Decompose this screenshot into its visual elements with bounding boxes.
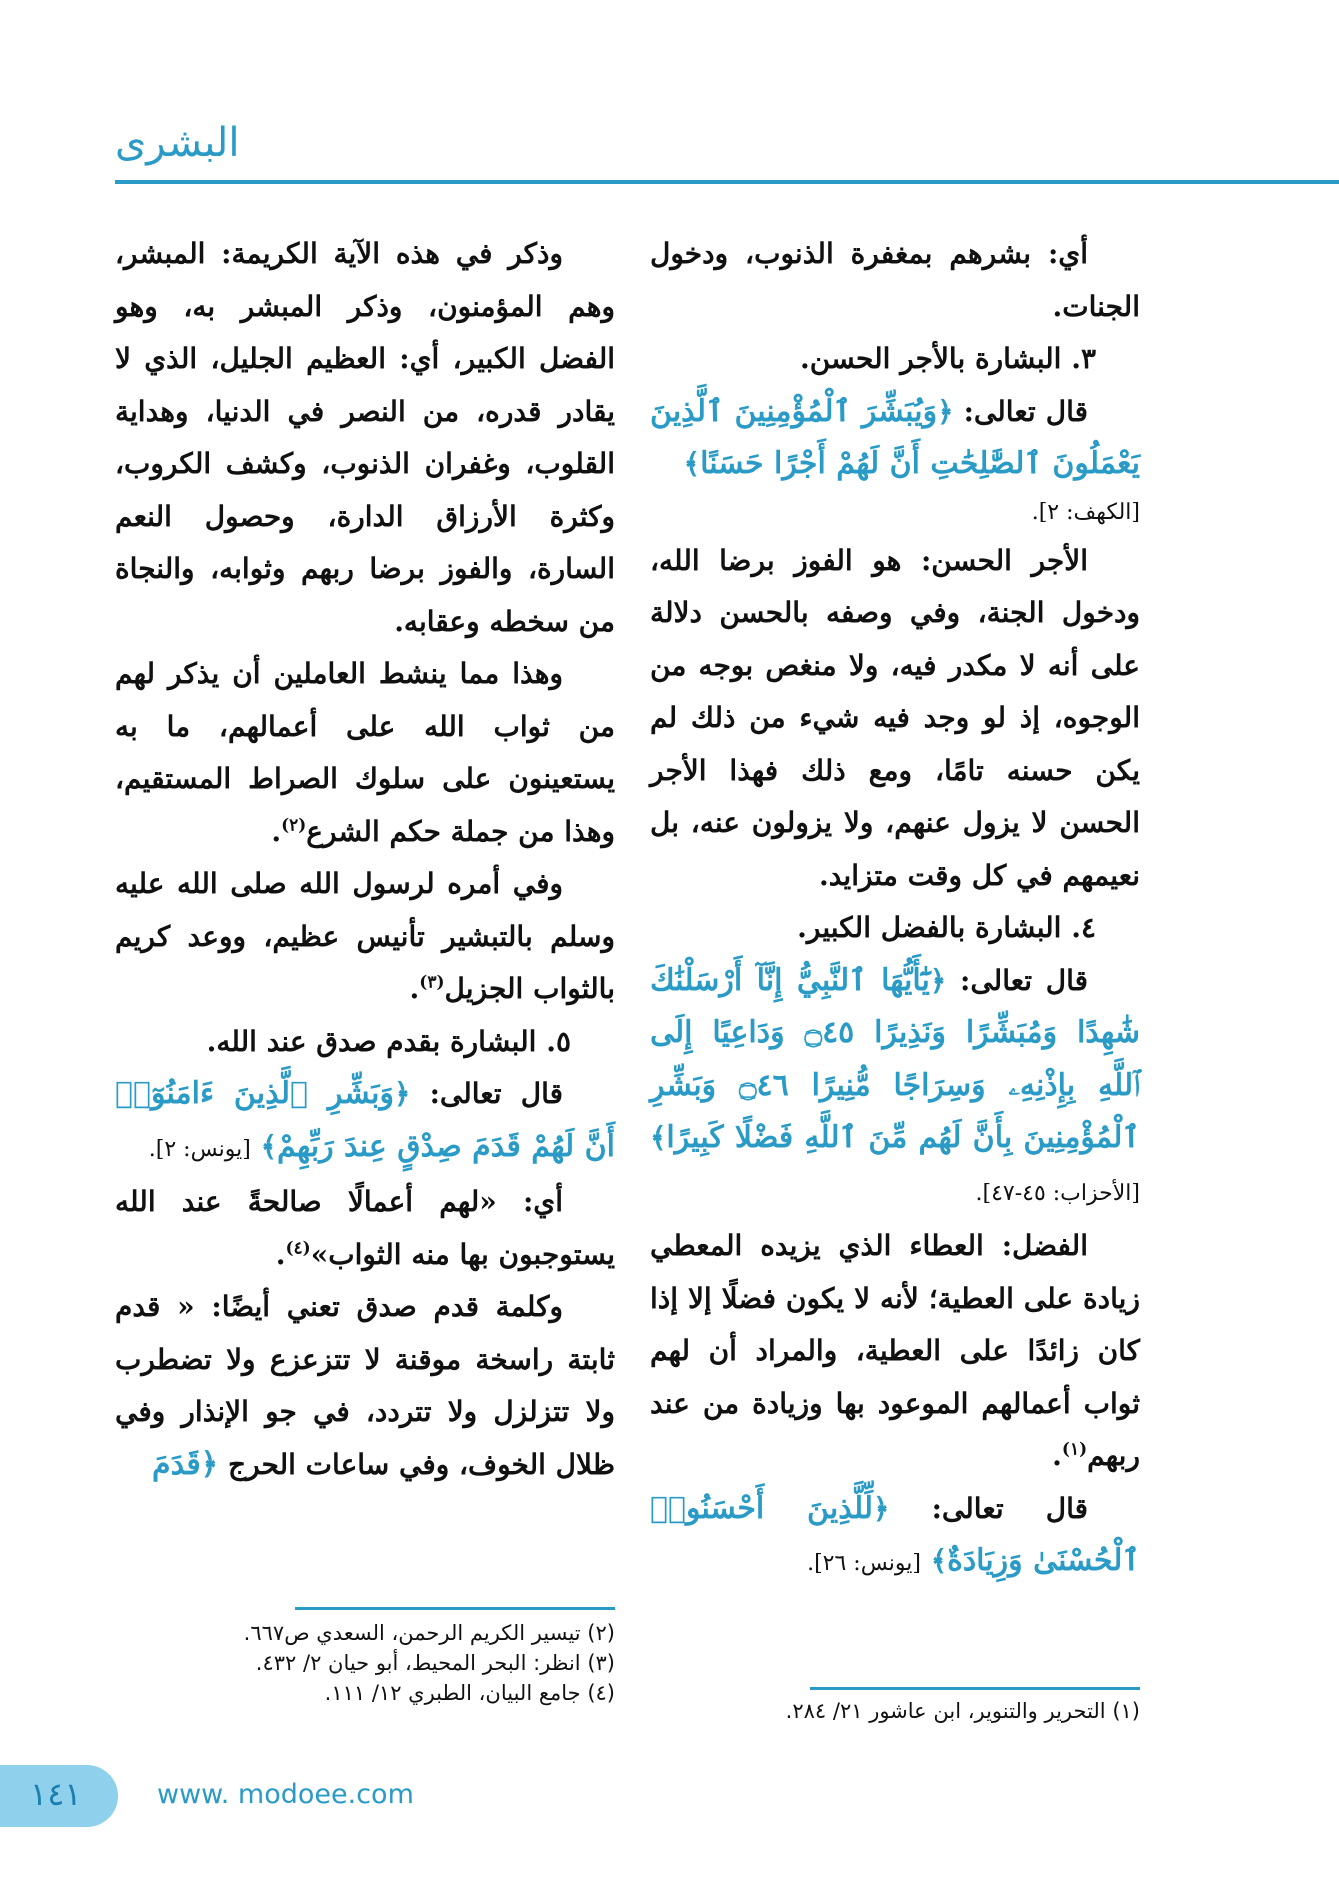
verse-reference: [الكهف: ٢]. <box>1031 499 1140 525</box>
paragraph-text: الفضل: العطاء الذي يزيده المعطي زيادة على العطية؛ لأنه لا يكون فضلًا إلا إذا كان زائدًا على العطية، والمراد أن لهم ثواب أعمالهم الموعود بها وزيادة من عند ربهم <box>650 1229 1140 1472</box>
ornate-bracket-open: ﴿ <box>394 1077 411 1110</box>
paragraph-end: . <box>409 972 420 1005</box>
footnotes-left <box>115 1618 615 1708</box>
verse-reference: [يونس: ٢]. <box>148 1136 251 1162</box>
paragraph <box>115 648 615 858</box>
paragraph-text: وكلمة قدم صدق تعني أيضًا: « قدم ثابتة راسخة موقنة لا تتزعزع ولا تضطرب ولا تتزلزل ولا تتردد، في جو الإنذار وفي ظلال الخوف، وفي ساعات الحرج <box>115 1290 615 1481</box>
paragraph <box>115 858 615 1016</box>
footnote-marker[interactable]: (١) <box>1061 1439 1088 1460</box>
paragraph <box>650 1220 1140 1483</box>
paragraph-end: . <box>271 814 282 848</box>
quran-verse-block <box>650 955 1140 1221</box>
ornate-bracket-open: ﴿ <box>937 394 954 428</box>
left-column <box>115 228 615 1491</box>
paragraph <box>115 1281 615 1491</box>
section-heading-3: ٣. البشارة بالأجر الحسن. <box>800 342 1096 375</box>
section-heading-5: ٥. البشارة بقدم صدق عند الله. <box>206 1024 571 1058</box>
running-header-title: البشرى <box>115 120 240 166</box>
paragraph: وذكر في هذه الآية الكريمة: المبشر، وهم المؤمنون، وذكر المبشر به، وهو الفضل الكبير، أي: العظيم الجليل، الذي لا يقادر قدره، من النصر في الدنيا، وهداية القلوب، وغفران الذنوب، وكشف الكروب، وكثرة الأرزاق الدارة، وحصول النعم السارة، والفوز برضا ربهم وثوابه، والنجاة من سخطه وعقابه. <box>115 237 615 638</box>
quote-intro: قال تعالى: <box>963 394 1089 428</box>
paragraph-text: وفي أمره لرسول الله صلى الله عليه وسلم بالتبشير تأنيس عظيم، ووعد كريم بالثواب الجزيل <box>115 867 615 1005</box>
footnote: (١) التحرير والتنوير، ابن عاشور ٢١/ ٢٨٤. <box>785 1699 1140 1723</box>
quote-intro: قال تعالى: <box>429 1077 564 1110</box>
ornate-bracket-close: ﴾ <box>930 1544 948 1577</box>
quran-verse: وَيُبَشِّرَ ٱلْمُؤْمِنِينَ ٱلَّذِينَ يَعْمَلُونَ ٱلصَّٰلِحَٰتِ أَنَّ لَهُمْ أَجْرًا حَسَنًا <box>650 393 1140 481</box>
footnote-rule-left <box>295 1607 615 1610</box>
verse-reference: [يونس: ٢٦]. <box>807 1551 921 1576</box>
footnotes-right <box>650 1696 1140 1726</box>
quote-intro: قال تعالى: <box>931 1491 1089 1525</box>
quran-verse-block <box>650 386 1140 491</box>
page-number: ١٤١ <box>30 1775 82 1813</box>
quran-verse: وَبَشِّرِ ٱلَّذِينَ ءَامَنُوٓا۟ أَنَّ لَهُمْ قَدَمَ صِدْقٍ عِندَ رَبِّهِمْ <box>115 1076 615 1164</box>
paragraph: الأجر الحسن: هو الفوز برضا الله، ودخول الجنة، وفي وصفه بالحسن دلالة على أنه لا مكدر فيه، ولا منغص بوجه من الوجوه، إذ لو وجد فيه شيء من ذلك لم يكن حسنه تامًا، ومع ذلك فهذا الأجر الحسن لا يزول عنهم، ولا يزولون عنه، بل نعيمهم في كل وقت متزايد. <box>650 543 1140 892</box>
quran-verse: ﴿قَدَمَ <box>152 1446 219 1482</box>
quran-verse-block <box>650 1483 1140 1591</box>
footnote-marker[interactable]: (٢) <box>281 815 307 836</box>
website-url[interactable]: www. modoee.com <box>157 1779 414 1810</box>
footnote-marker[interactable]: (٣) <box>419 972 445 993</box>
header-rule <box>115 180 1339 184</box>
footnote-marker[interactable]: (٤) <box>285 1238 311 1259</box>
paragraph-end: . <box>275 1237 286 1271</box>
quote-intro: قال تعالى: <box>960 963 1088 997</box>
quran-verse-block <box>115 1068 615 1176</box>
section-heading-4: ٤. البشارة بالفضل الكبير. <box>797 911 1096 944</box>
paragraph-text: وهذا مما ينشط العاملين أن يذكر لهم من ثواب الله على أعمالهم، ما به يستعينون على سلوك الصراط المستقيم، وهذا من جملة حكم الشرع <box>115 657 615 848</box>
right-column <box>650 228 1140 1591</box>
ornate-bracket-open: ﴿ <box>873 1491 890 1525</box>
paragraph-end: . <box>1052 1439 1062 1472</box>
footnote: (٢) تيسير الكريم الرحمن، السعدي ص٦٦٧. <box>243 1621 615 1645</box>
ornate-bracket-close: ﴾ <box>260 1129 277 1163</box>
verse-reference: [الأحزاب: ٤٥-٤٧]. <box>975 1180 1140 1206</box>
quran-verse: يَٰٓأَيُّهَا ٱلنَّبِيُّ إِنَّآ أَرْسَلْنَٰكَ شَٰهِدًا وَمُبَشِّرًا وَنَذِيرًا ۝٤٥ وَدَاعِيًا إِلَى ٱللَّهِ بِإِذْنِهِۦ وَسِرَاجًا مُّنِيرًا ۝٤٦ وَبَشِّرِ ٱلْمُؤْمِنِينَ بِأَنَّ لَهُم مِّنَ ٱللَّهِ فَضْلًا كَبِيرًا <box>650 962 1140 1155</box>
ornate-bracket-close: ﴾ <box>683 447 701 480</box>
footnote: (٣) انظر: البحر المحيط، أبو حيان ٢/ ٤٣٢. <box>255 1651 615 1675</box>
footnote-rule-right <box>810 1687 1140 1690</box>
paragraph <box>115 1176 615 1281</box>
paragraph-text: أي: «لهم أعمالًا صالحةً عند الله يستوجبون بها منه الثواب» <box>115 1185 615 1271</box>
ornate-bracket-open: ﴿ <box>929 963 947 997</box>
ornate-bracket-close: ﴾ <box>650 1121 667 1154</box>
paragraph: أي: بشرهم بمغفرة الذنوب، ودخول الجنات. <box>650 237 1140 323</box>
quran-verse: لِّلَّذِينَ أَحْسَنُوا۟ ٱلْحُسْنَىٰ وَزِيَادَةٌ <box>650 1490 1140 1578</box>
footnote: (٤) جامع البيان، الطبري ١٢/ ١١١. <box>324 1681 615 1705</box>
